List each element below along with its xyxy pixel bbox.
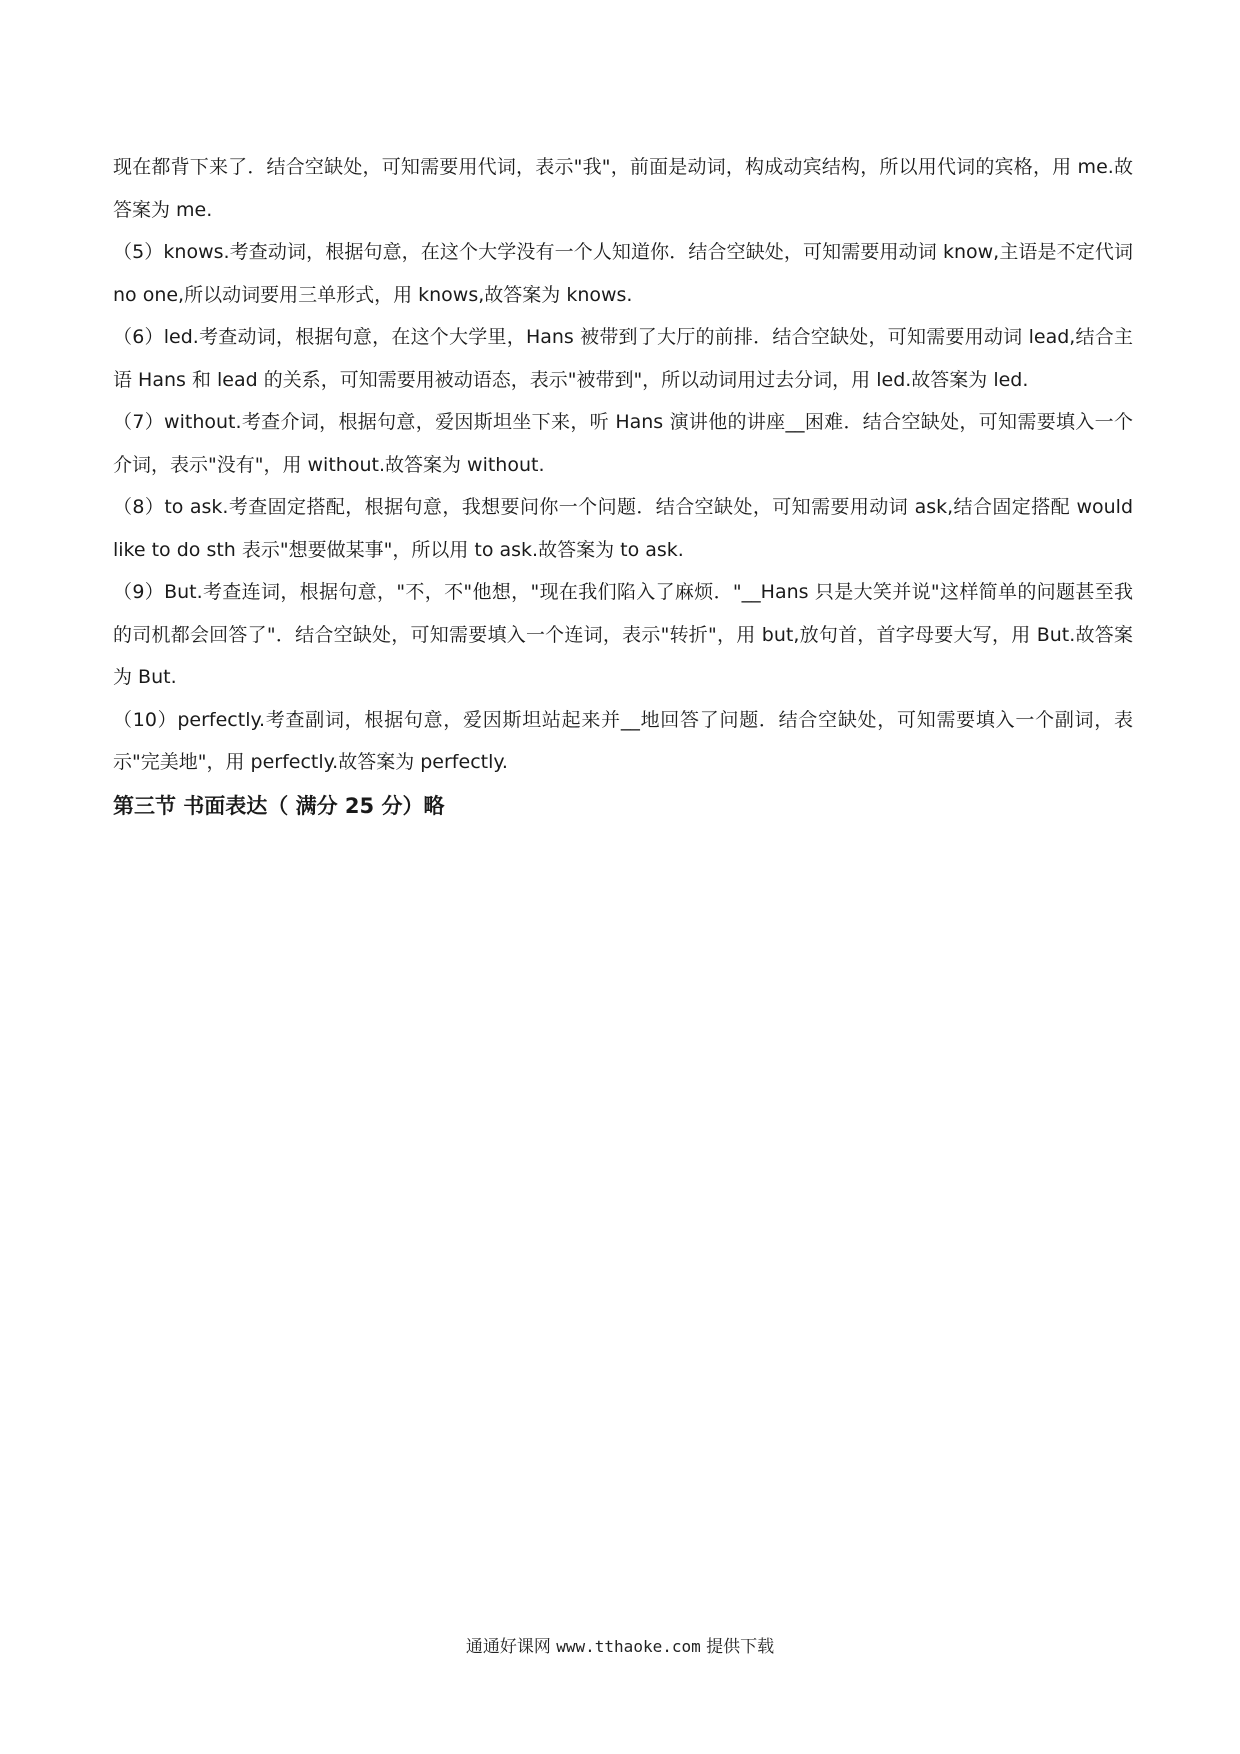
paragraph-item-8: （8）to ask.考查固定搭配，根据句意，我想要问你一个问题．结合空缺处，可知需要用动词 ask,结合固定搭配 would like to do sth 表示"想要做某事"，所以用 to ask.故答案为 to ask. <box>113 496 1133 561</box>
page-footer <box>0 1632 1240 1657</box>
footer-site-name: 通通好课网 <box>465 1637 551 1657</box>
paragraph-item-7: （7）without.考查介词，根据句意，爱因斯坦坐下来，听 Hans 演讲他的讲座__困难．结合空缺处，可知需要填入一个介词，表示"没有"，用 without.故答案为 without. <box>113 411 1133 476</box>
paragraph-continuation: 现在都背下来了．结合空缺处，可知需要用代词，表示"我"，前面是动词，构成动宾结构，所以用代词的宾格，用 me.故答案为 me. <box>113 156 1133 221</box>
answer-explanations <box>113 146 1133 826</box>
paragraph-item-10: （10）perfectly.考查副词，根据句意，爱因斯坦站起来并__地回答了问题．结合空缺处，可知需要填入一个副词，表示"完美地"，用 perfectly.故答案为 perfectly. <box>113 708 1133 773</box>
footer-url: www.tthaoke.com <box>556 1637 701 1656</box>
footer-suffix: 提供下载 <box>706 1637 775 1657</box>
paragraph-item-9: （9）But.考查连词，根据句意，"不，不"他想，"现在我们陷入了麻烦．"__Hans 只是大笑并说"这样简单的问题甚至我的司机都会回答了"．结合空缺处，可知需要填入一个连词，表示"转折"，用 but,放句首，首字母要大写，用 But.故答案为 But. <box>113 581 1133 688</box>
paragraph-item-5: （5）knows.考查动词，根据句意，在这个大学没有一个人知道你．结合空缺处，可知需要用动词 know,主语是不定代词 no one,所以动词要用三单形式，用 knows,故答案为 knows. <box>113 241 1133 306</box>
section-title: 第三节 书面表达（ 满分 25 分）略 <box>113 793 445 818</box>
paragraph-item-6: （6）led.考查动词，根据句意，在这个大学里，Hans 被带到了大厅的前排．结合空缺处，可知需要用动词 lead,结合主语 Hans 和 lead 的关系，可知需要用被动语态，表示"被带到"，所以动词用过去分词，用 led.故答案为 led. <box>113 326 1133 391</box>
